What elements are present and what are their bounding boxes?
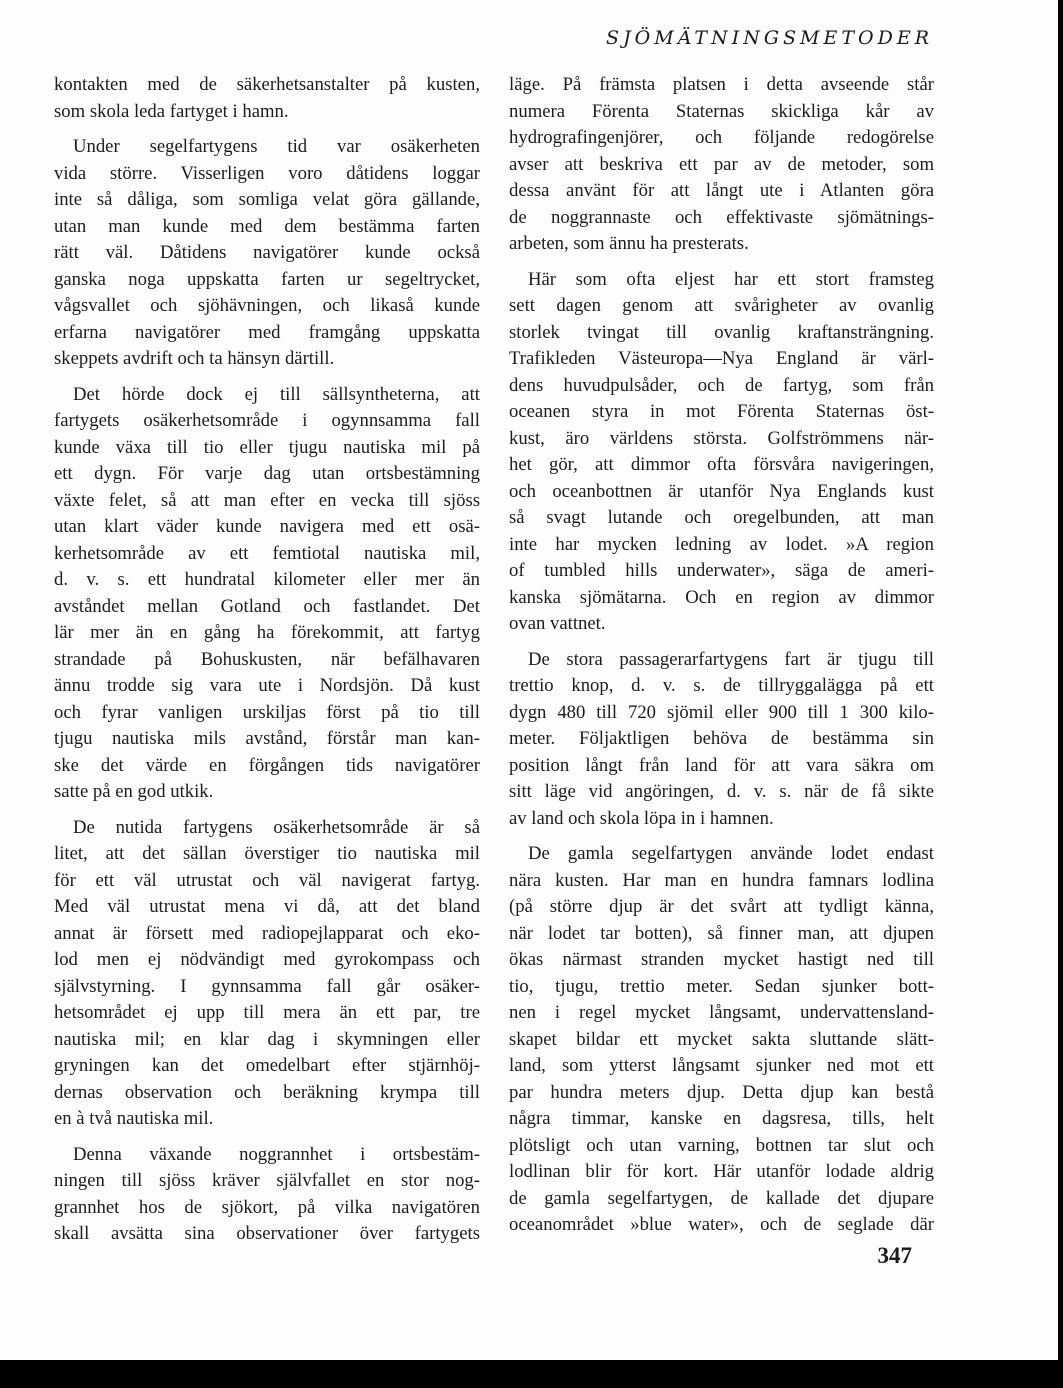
text-line: utan man kunde med dem bestämma farten [54, 215, 480, 237]
text-line: för ett väl utrustat och väl navigerat fartyg. [54, 869, 480, 891]
text-line: inte har mycken ledning av lodet. »A region [509, 533, 934, 555]
text-line: storlek tvingat till ovanlig kraftansträngning. [509, 321, 934, 343]
scan-border-bottom [0, 1360, 1063, 1388]
text-line: sitt läge vid angöringen, d. v. s. när de få sikte [509, 781, 934, 802]
paragraph [509, 72, 934, 258]
text-line: meter. Följaktligen behöva de bestämma sin [509, 728, 934, 749]
text-line: tio, tjugu, trettio meter. Sedan sjunker bott- [509, 975, 934, 997]
text-line: avser att beskriva ett par av de metoder, som [509, 153, 934, 175]
text-line: nen i regel mycket långsamt, undervattensland- [509, 1002, 934, 1023]
text-line: numera Förenta Staternas skickliga kår av [509, 100, 934, 122]
text-line: De nutida fartygens osäkerhetsområde är så [73, 816, 480, 838]
text-line: skall avsätta sina observationer över fartygets [54, 1223, 480, 1244]
running-header: SJÖMÄTNINGSMETODER [606, 27, 933, 49]
text-line: växte felet, så att man efter en vecka till sjöss [54, 489, 480, 511]
text-line: dygn 480 till 720 sjömil eller 900 till 1 300 kilo- [509, 701, 934, 723]
text-line: och oceanbottnen är utanför Nya Englands kust [509, 480, 934, 502]
text-line: självstyrning. I gynnsamma fall går osäker- [54, 975, 480, 997]
text-line: ännu trodde sig vara ute i Nordsjön. Då kust [54, 675, 480, 696]
paragraph [54, 1142, 480, 1248]
text-line: skapet bildar ett mycket sakta sluttande slätt- [509, 1028, 934, 1050]
text-line: fartygets osäkerhetsområde i ogynnsamma fall [54, 410, 480, 431]
text-line: De stora passagerarfartygens fart är tjugu till [528, 648, 934, 670]
paragraph [54, 382, 480, 806]
paragraph [509, 647, 934, 833]
text-column-right [509, 72, 934, 1248]
text-line: kanska sjömätarna. Och en region av dimmor [509, 586, 934, 608]
paragraph [509, 267, 934, 638]
text-line: utan klart väder kunde navigera med ett osä- [54, 516, 480, 537]
text-line: gryningen kan det omedelbart efter stjärnhöj- [54, 1055, 480, 1076]
text-line: nära kusten. Har man en hundra famnars lodlina [509, 869, 934, 891]
text-line: satte på en god utkik. [54, 781, 214, 802]
paragraph [54, 815, 480, 1133]
text-line: land, som ytterst långsamt sjunker ned mot ett [509, 1055, 934, 1076]
text-line: rätt väl. Dåtidens navigatörer kunde också [54, 242, 480, 263]
text-line: dens huvudpulsåder, och de fartyg, som från [509, 374, 934, 396]
text-line: ovan vattnet. [509, 613, 606, 634]
text-line: (på större djup är det svårt att tydligt känna, [509, 896, 934, 917]
text-line: ske det värde en förgången tids navigatörer [54, 754, 480, 776]
paragraph [509, 841, 934, 1239]
text-line: ett dygn. För varje dag utan ortsbestämning [54, 463, 480, 484]
text-line: Med väl utrustat mena vi då, att det bland [54, 896, 480, 917]
text-line: lodlinan blir för kort. Här utanför lodade aldrig [509, 1161, 934, 1182]
text-line: nautiska mil; en klar dag i skymningen eller [54, 1028, 480, 1050]
text-line: lär mer än en gång ha förekommit, att fartyg [54, 622, 480, 643]
text-line: ökas närmast stranden mycket hastigt ned till [509, 949, 934, 970]
text-line: ningen till sjöss kräver självfallet en stor nog- [54, 1170, 480, 1191]
text-line: läge. På främsta platsen i detta avseende står [509, 74, 934, 95]
text-line: grannhet hos de sjökort, på vilka navigatören [54, 1196, 480, 1218]
text-line: kust, äro världens största. Golfströmmens när- [509, 427, 934, 449]
scan-edge-right [1058, 0, 1063, 1360]
text-line: vida större. Visserligen voro dåtidens loggar [54, 162, 480, 184]
text-line: arbeten, som ännu ha presterats. [509, 233, 749, 254]
text-line: avståndet mellan Gotland och fastlandet. Det [54, 595, 480, 617]
text-line: Trafikleden Västeuropa—Nya England är värl- [509, 348, 934, 369]
text-line: skeppets avdrift och ta hänsyn därtill. [54, 348, 335, 369]
text-line: annat är försett med radiopejlapparat och eko- [54, 922, 480, 944]
text-line: litet, att det sällan överstiger tio nautiska mil [54, 843, 480, 864]
text-line: några timmar, kanske en dagsresa, tills, helt [509, 1108, 934, 1129]
text-line: de noggrannaste och effektivaste sjömätnings- [509, 206, 934, 228]
text-line: sett dagen genom att svårigheter av ovanlig [509, 295, 934, 316]
text-line: ganska noga uppskatta farten ur segeltrycket, [54, 268, 480, 290]
text-line: en à två nautiska mil. [54, 1108, 214, 1129]
text-line: kunde växa till tio eller tjugu nautiska mil på [54, 436, 480, 458]
text-line: vågsvallet och sjöhävningen, och likaså kunde [54, 295, 480, 316]
text-line: plötsligt och utan varning, bottnen tar slut och [509, 1134, 934, 1156]
text-line: dessa använt för att långt ute i Atlanten göra [509, 180, 934, 201]
text-line: d. v. s. ett hundratal kilometer eller mer än [54, 569, 480, 590]
text-line: de gamla segelfartygen, de kallade det djupare [509, 1187, 934, 1209]
text-line: De gamla segelfartygen använde lodet endast [528, 843, 934, 864]
paragraph [54, 134, 480, 373]
text-line: oceanområdet »blue water», och de seglade där [509, 1214, 934, 1235]
text-line: trettio knop, d. v. s. de tillryggalägga på ett [509, 675, 934, 696]
text-line: lod men ej nödvändigt med gyrokompass och [54, 949, 480, 970]
paragraph [54, 72, 480, 125]
text-line: par hundra meters djup. Detta djup kan bestå [509, 1081, 934, 1103]
text-line: inte så dåliga, som somliga velat göra gällande, [54, 189, 480, 210]
text-line: dernas observation och beräkning krympa till [54, 1081, 480, 1103]
text-line: position långt från land för att vara säkra om [509, 754, 934, 776]
text-line: strandade på Bohuskusten, när befälhavaren [54, 648, 480, 670]
text-line: oceanen styra in mot Förenta Staternas öst- [509, 401, 934, 422]
text-line: kontakten med de säkerhetsanstalter på kusten, [54, 74, 480, 95]
text-column-left [54, 72, 480, 1257]
text-line: of tumbled hills underwater», säga de ameri- [509, 560, 934, 581]
text-line: hydrografingenjörer, och följande redogörelse [509, 127, 934, 148]
text-line: kerhetsområde av ett femtiotal nautiska mil, [54, 542, 480, 564]
text-line: så svagt lutande och oregelbunden, att man [509, 507, 934, 528]
text-line: het gör, att dimmor ofta försvåra navigeringen, [509, 454, 934, 475]
text-line: som skola leda fartyget i hamn. [54, 100, 289, 122]
text-line: Det hörde dock ej till sällsyntheterna, att [73, 383, 480, 405]
text-line: av land och skola löpa in i hamnen. [509, 807, 774, 829]
text-line: hetsområdet ej upp till mera än ett par, tre [54, 1002, 480, 1023]
text-line: tjugu nautiska mils avstånd, förstår man kan- [54, 728, 480, 749]
text-line: när lodet tar botten), så finner man, att djupen [509, 922, 934, 944]
text-line: Under segelfartygens tid var osäkerheten [73, 136, 480, 157]
text-line: Här som ofta eljest har ett stort framsteg [528, 268, 934, 290]
text-line: Denna växande noggrannhet i ortsbestäm- [73, 1143, 480, 1165]
page-number: 347 [877, 1243, 912, 1268]
text-line: och fyrar vanligen urskiljas först på tio till [54, 701, 480, 723]
text-line: erfarna navigatörer med framgång uppskatta [54, 321, 480, 343]
